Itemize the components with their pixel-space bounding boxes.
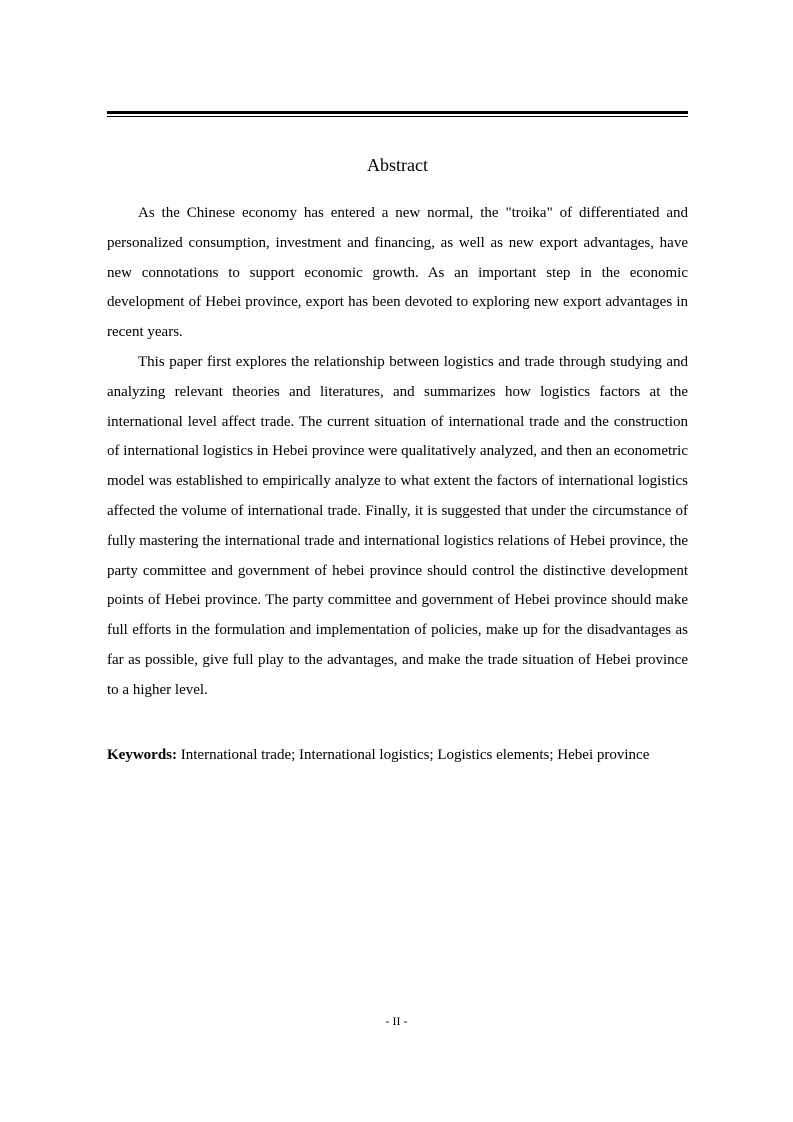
- header-rule-thick: [107, 111, 688, 114]
- abstract-paragraph-1: As the Chinese economy has entered a new normal, the "troika" of differentiated and personalized consumption, investment and financing, as well as new export advantages, have new connotations to support economic growth. As an important step in the economic development of Hebei province, export has been devoted to exploring new export advantages in recent years.: [107, 205, 688, 341]
- keywords-text: International trade; International logistics; Logistics elements; Hebei province: [177, 747, 650, 763]
- page-number: - II -: [385, 1014, 408, 1028]
- abstract-paragraph-2: This paper first explores the relationship between logistics and trade through studying and analyzing relevant theories and literatures, and summarizes how logistics factors at the international level affect trade. The current situation of international trade and the construction of international logistics in Hebei province were qualitatively analyzed, and then an econometric model was established to empirically analyze to what extent the factors of international logistics affected the volume of international trade. Finally, it is suggested that under the circumstance of fully mastering the international trade and international logistics relations of Hebei province, the party committee and government of hebei province should control the distinctive development points of Hebei province. The party committee and government of Hebei province should make full efforts in the formulation and implementation of policies, make up for the disadvantages as far as possible, give full play to the advantages, and make the trade situation of Hebei province to a higher level.: [107, 353, 688, 698]
- abstract-title: Abstract: [367, 155, 428, 175]
- abstract-body: [107, 199, 688, 706]
- keywords-line: [107, 741, 707, 771]
- header-rule-thin: [107, 116, 688, 117]
- keywords-label: Keywords:: [107, 747, 177, 763]
